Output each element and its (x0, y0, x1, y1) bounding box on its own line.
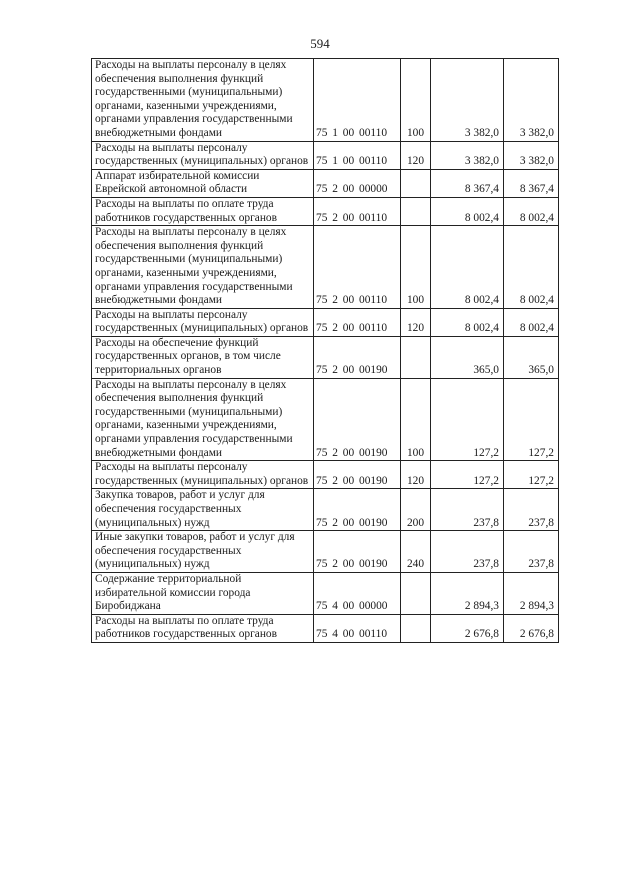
amount-cell: 127,2 (431, 378, 504, 461)
target-code-cell: 75 2 00 00190 (314, 531, 401, 573)
target-code-cell: 75 2 00 00190 (314, 336, 401, 378)
expense-type-cell (401, 614, 431, 642)
amount-cell-2: 3 382,0 (504, 59, 559, 142)
amount-cell-2: 2 894,3 (504, 572, 559, 614)
target-code-cell: 75 2 00 00110 (314, 197, 401, 225)
expense-type-cell (401, 572, 431, 614)
budget-table (91, 58, 559, 643)
expense-type-cell (401, 169, 431, 197)
amount-cell: 365,0 (431, 336, 504, 378)
amount-cell: 127,2 (431, 461, 504, 489)
target-code-cell: 75 1 00 00110 (314, 59, 401, 142)
amount-cell-2: 8 002,4 (504, 308, 559, 336)
target-code-cell: 75 2 00 00110 (314, 226, 401, 309)
expense-name-cell: Расходы на выплаты персоналу государственных (муниципальных) органов (92, 308, 314, 336)
expense-type-cell: 100 (401, 226, 431, 309)
table-row (92, 572, 559, 614)
table-row (92, 197, 559, 225)
amount-cell: 2 676,8 (431, 614, 504, 642)
amount-cell-2: 8 002,4 (504, 197, 559, 225)
amount-cell-2: 237,8 (504, 531, 559, 573)
target-code-cell: 75 2 00 00110 (314, 308, 401, 336)
table-row (92, 378, 559, 461)
table-row (92, 169, 559, 197)
expense-type-cell: 200 (401, 489, 431, 531)
amount-cell: 8 002,4 (431, 308, 504, 336)
amount-cell-2: 127,2 (504, 378, 559, 461)
amount-cell-2: 3 382,0 (504, 141, 559, 169)
amount-cell: 3 382,0 (431, 59, 504, 142)
table-row (92, 308, 559, 336)
table-row (92, 59, 559, 142)
page-number: 594 (310, 36, 330, 51)
table-row (92, 489, 559, 531)
expense-type-cell: 240 (401, 531, 431, 573)
expense-name-cell: Расходы на выплаты персоналу в целях обеспечения выполнения функций государственными (муниципальными) органами, казенными учреждениями, органами управления государственными внебюджетными фондами (92, 226, 314, 309)
amount-cell: 3 382,0 (431, 141, 504, 169)
amount-cell: 237,8 (431, 489, 504, 531)
amount-cell: 237,8 (431, 531, 504, 573)
target-code-cell: 75 2 00 00190 (314, 378, 401, 461)
table-row (92, 614, 559, 642)
target-code-cell: 75 2 00 00190 (314, 461, 401, 489)
target-code-cell: 75 1 00 00110 (314, 141, 401, 169)
table-row (92, 336, 559, 378)
expense-name-cell: Расходы на обеспечение функций государственных органов, в том числе территориальных органов (92, 336, 314, 378)
table-row (92, 461, 559, 489)
expense-name-cell: Аппарат избирательной комиссии Еврейской автономной области (92, 169, 314, 197)
target-code-cell: 75 2 00 00190 (314, 489, 401, 531)
target-code-cell: 75 2 00 00000 (314, 169, 401, 197)
amount-cell: 8 367,4 (431, 169, 504, 197)
expense-type-cell: 100 (401, 59, 431, 142)
amount-cell: 8 002,4 (431, 197, 504, 225)
expense-name-cell: Закупка товаров, работ и услуг для обеспечения государственных (муниципальных) нужд (92, 489, 314, 531)
expense-type-cell: 100 (401, 378, 431, 461)
expense-type-cell: 120 (401, 308, 431, 336)
expense-type-cell (401, 336, 431, 378)
target-code-cell: 75 4 00 00000 (314, 572, 401, 614)
expense-name-cell: Иные закупки товаров, работ и услуг для обеспечения государственных (муниципальных) нужд (92, 531, 314, 573)
amount-cell-2: 8 002,4 (504, 226, 559, 309)
expense-name-cell: Расходы на выплаты персоналу государственных (муниципальных) органов (92, 461, 314, 489)
expense-name-cell: Содержание территориальной избирательной комиссии города Биробиджана (92, 572, 314, 614)
amount-cell-2: 2 676,8 (504, 614, 559, 642)
expense-name-cell: Расходы на выплаты персоналу в целях обеспечения выполнения функций государственными (муниципальными) органами, казенными учреждениями, органами управления государственными внебюджетными фондами (92, 59, 314, 142)
amount-cell: 2 894,3 (431, 572, 504, 614)
table-row (92, 141, 559, 169)
target-code-cell: 75 4 00 00110 (314, 614, 401, 642)
amount-cell-2: 237,8 (504, 489, 559, 531)
expense-type-cell: 120 (401, 141, 431, 169)
amount-cell-2: 365,0 (504, 336, 559, 378)
expense-type-cell: 120 (401, 461, 431, 489)
expense-name-cell: Расходы на выплаты персоналу в целях обеспечения выполнения функций государственными (муниципальными) органами, казенными учреждениями, органами управления государственными внебюджетными фондами (92, 378, 314, 461)
table-row (92, 531, 559, 573)
amount-cell: 8 002,4 (431, 226, 504, 309)
table-row (92, 226, 559, 309)
expense-name-cell: Расходы на выплаты по оплате труда работников государственных органов (92, 614, 314, 642)
amount-cell-2: 8 367,4 (504, 169, 559, 197)
amount-cell-2: 127,2 (504, 461, 559, 489)
expense-name-cell: Расходы на выплаты по оплате труда работников государственных органов (92, 197, 314, 225)
expense-name-cell: Расходы на выплаты персоналу государственных (муниципальных) органов (92, 141, 314, 169)
expense-type-cell (401, 197, 431, 225)
